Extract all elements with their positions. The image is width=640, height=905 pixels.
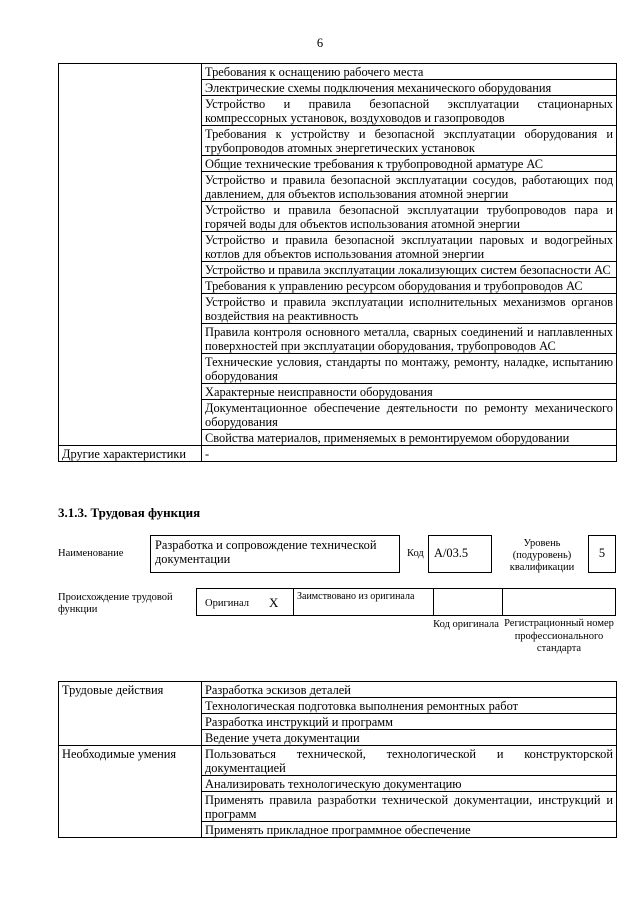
origin-label: Происхождение трудовой функции	[58, 592, 173, 615]
action-item: Разработка эскизов деталей	[202, 682, 617, 698]
original-mark: X	[269, 595, 279, 610]
code-box	[428, 535, 492, 573]
action-item: Разработка инструкций и программ	[202, 714, 617, 730]
original-code-cell	[433, 589, 503, 615]
knowledge-item: Устройство и правила эксплуатации исполнительных механизмов органов воздействия на реактивность	[202, 294, 617, 324]
knowledge-item: Устройство и правила безопасной эксплуатации сосудов, работающих под давлением, для объектов использования атомной энергии	[202, 172, 617, 202]
knowledge-item: Устройство и правила эксплуатации локализующих систем безопасности АС	[202, 262, 617, 278]
code-value: A/03.5	[434, 546, 469, 560]
skill-item: Анализировать технологическую документацию	[202, 776, 617, 792]
knowledge-item: Устройство и правила безопасной эксплуатации паровых и водогрейных котлов для объектов использования атомной энергии	[202, 232, 617, 262]
actions-table	[58, 681, 617, 838]
knowledge-item: Общие технические требования к трубопроводной арматуре АС	[202, 156, 617, 172]
function-name-box	[150, 535, 400, 573]
code-caption: Код оригинала	[433, 619, 499, 630]
knowledge-item: Требования к оснащению рабочего места	[202, 64, 617, 80]
knowledge-label-cell	[59, 64, 202, 446]
page-number: 6	[316, 36, 324, 50]
knowledge-item: Устройство и правила безопасной эксплуатации трубопроводов пара и горячей воды для объектов использования атомной энергии	[202, 202, 617, 232]
knowledge-item: Правила контроля основного металла, сварных соединений и наплавленных поверхностей при эксплуатации оборудования, трубопроводов АС	[202, 324, 617, 354]
reg-number-cell	[502, 589, 615, 615]
level-value: 5	[598, 546, 606, 560]
borrowed-label: Заимствовано из оригинала	[297, 591, 415, 602]
knowledge-item: Документационное обеспечение деятельности по ремонту механического оборудования	[202, 400, 617, 430]
origin-boxes	[196, 588, 616, 616]
knowledge-item: Свойства материалов, применяемых в ремонтируемом оборудовании	[202, 430, 617, 446]
level-label: Уровень (подуровень) квалификации	[509, 538, 575, 573]
knowledge-item: Электрические схемы подключения механического оборудования	[202, 80, 617, 96]
knowledge-item: Характерные неисправности оборудования	[202, 384, 617, 400]
skill-item: Применять правила разработки технической документации, инструкций и программ	[202, 792, 617, 822]
other-row	[59, 446, 617, 462]
knowledge-row	[59, 64, 617, 80]
level-box	[588, 535, 616, 573]
section-title: 3.1.3. Трудовая функция	[58, 505, 201, 520]
skill-item-row	[59, 746, 617, 776]
knowledge-item: Технические условия, стандарты по монтажу, ремонту, наладке, испытанию оборудования	[202, 354, 617, 384]
actions-table-body	[59, 682, 617, 838]
code-label: Код	[407, 548, 424, 559]
skills-label: Необходимые умения	[59, 746, 202, 838]
other-value: -	[202, 446, 617, 462]
knowledge-item: Требования к устройству и безопасной эксплуатации оборудования и трубопроводов атомных энергетических установок	[202, 126, 617, 156]
original-cell	[197, 589, 294, 615]
action-item: Технологическая подготовка выполнения ремонтных работ	[202, 698, 617, 714]
knowledge-table-body	[59, 64, 617, 462]
action-item: Ведение учета документации	[202, 730, 617, 746]
actions-label: Трудовые действия	[59, 682, 202, 746]
knowledge-item: Устройство и правила безопасной эксплуатации стационарных компрессорных установок, воздуховодов и газопроводов	[202, 96, 617, 126]
knowledge-item: Требования к управлению ресурсом оборудования и трубопроводов АС	[202, 278, 617, 294]
reg-caption: Регистрационный номер профессионального стандарта	[504, 618, 614, 654]
skill-item: Пользоваться технической, технологической и конструкторской документацией	[202, 746, 617, 776]
name-label: Наименование	[58, 548, 124, 559]
original-label: Оригинал	[205, 598, 249, 609]
other-label: Другие характеристики	[59, 446, 202, 462]
function-name: Разработка и сопровождение технической документации	[155, 538, 377, 566]
skill-item: Применять прикладное программное обеспечение	[202, 822, 617, 838]
action-item-row	[59, 682, 617, 698]
knowledge-table	[58, 63, 617, 462]
